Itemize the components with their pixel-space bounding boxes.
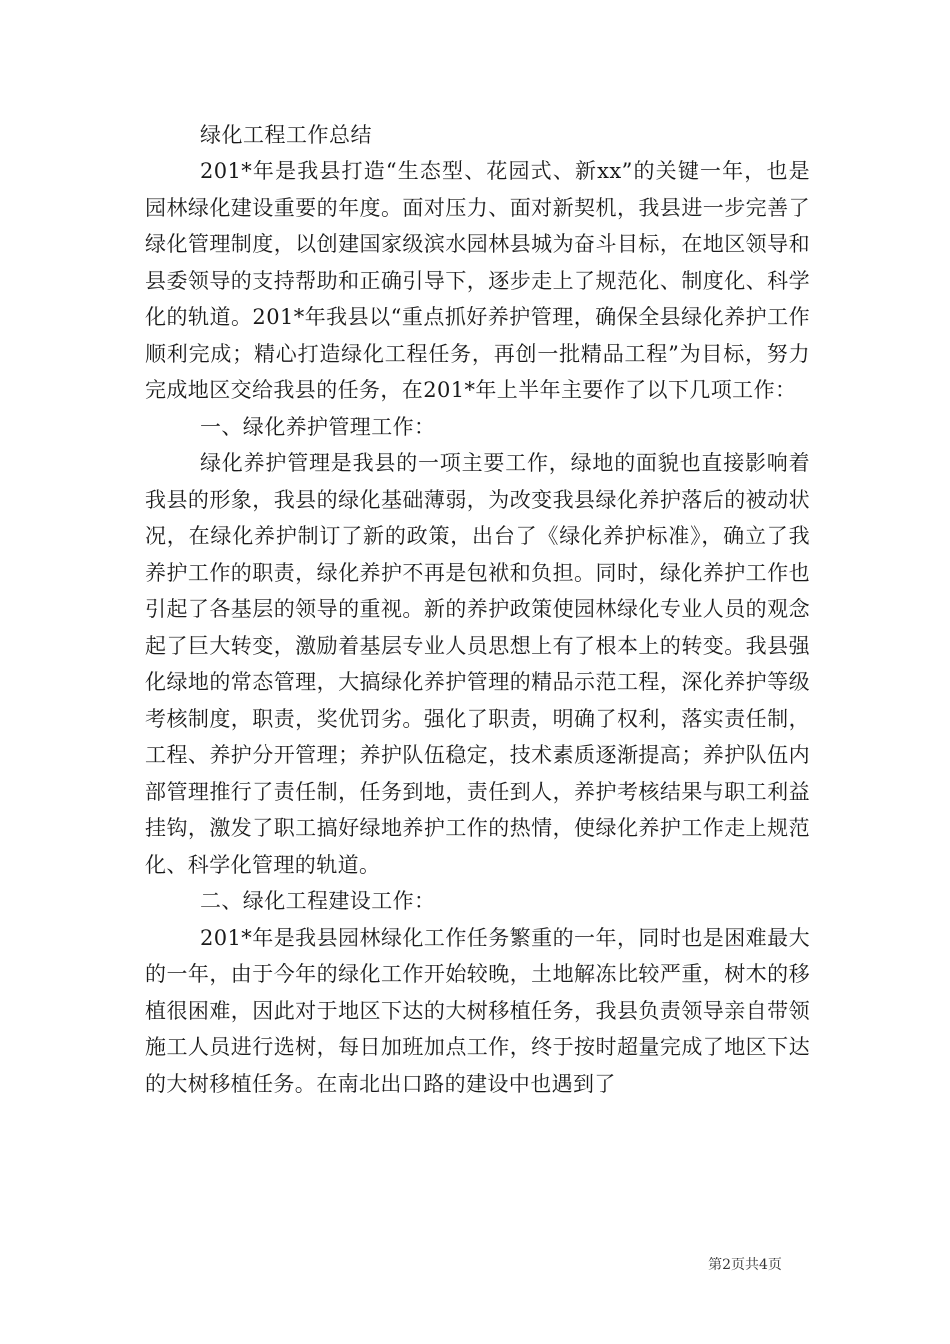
document-body: [145, 117, 810, 1102]
section-2-paragraph: 201*年是我县园林绿化工作任务繁重的一年，同时也是困难最大的一年，由于今年的绿化工作开始较晚，土地解冻比较严重，树木的移植很困难，因此对于地区下达的大树移植任务，我县负责领导亲自带领施工人员进行选树，每日加班加点工作，终于按时超量完成了地区下达的大树移植任务。在南北出口路的建设中也遇到了: [145, 925, 810, 1096]
section-1-paragraph: 绿化养护管理是我县的一项主要工作，绿地的面貌也直接影响着我县的形象，我县的绿化基础薄弱，为改变我县绿化养护落后的被动状况，在绿化养护制订了新的政策，出台了《绿化养护标准》，确立了我养护工作的职责，绿化养护不再是包袱和负担。同时，绿化养护工作也引起了各基层的领导的重视。新的养护政策使园林绿化专业人员的观念起了巨大转变，激励着基层专业人员思想上有了根本上的转变。我县强化绿地的常态管理，大搞绿化养护管理的精品示范工程，深化养护等级考核制度，职责，奖优罚劣。强化了职责，明确了权利，落实责任制，工程、养护分开管理；养护队伍稳定，技术素质逐渐提高；养护队伍内部管理推行了责任制，任务到地，责任到人，养护考核结果与职工利益挂钩，激发了职工搞好绿地养护工作的热情，使绿化养护工作走上规范化、科学化管理的轨道。: [145, 451, 810, 877]
page-number-footer: 第2页共4页: [708, 1257, 782, 1273]
section-2-heading: 二、绿化工程建设工作：: [200, 889, 436, 913]
intro-paragraph: 201*年是我县打造“生态型、花园式、新xx”的关键一年，也是园林绿化建设重要的年度。面对压力、面对新契机，我县进一步完善了绿化管理制度，以创建国家级滨水园林县城为奋斗目标，在地区领导和县委领导的支持帮助和正确引导下，逐步走上了规范化、制度化、科学化的轨道。201*年我县以“重点抓好养护管理，确保全县绿化养护工作顺利完成；精心打造绿化工程任务，再创一批精品工程”为目标，努力完成地区交给我县的任务，在201*年上半年主要作了以下几项工作：: [145, 159, 810, 402]
document-title: 绿化工程工作总结: [200, 123, 372, 147]
section-1-heading: 一、绿化养护管理工作：: [200, 414, 436, 439]
